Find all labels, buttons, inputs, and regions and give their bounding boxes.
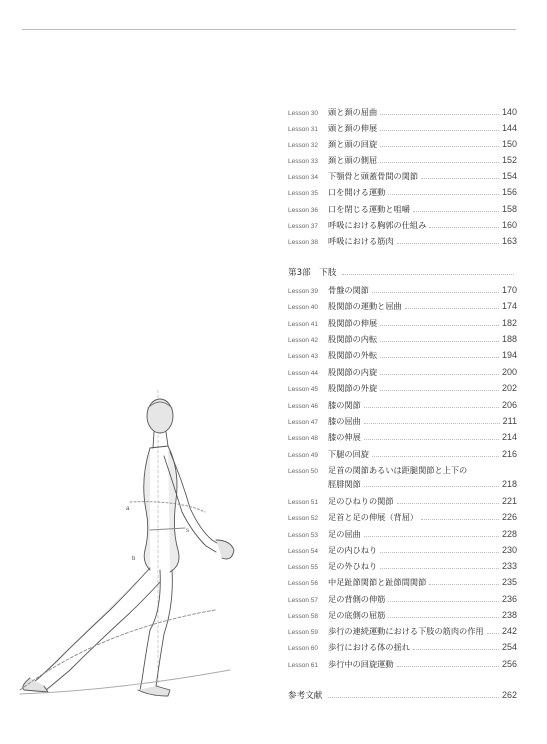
- lesson-number: Lesson 48: [288, 435, 318, 442]
- page-number: 182: [501, 318, 517, 328]
- lesson-number: Lesson 40: [288, 304, 318, 311]
- lesson-title: 下腿の回旋: [328, 449, 369, 459]
- leader-dots: [380, 390, 499, 391]
- leader-dots: [487, 633, 499, 634]
- page-number: 242: [501, 626, 517, 636]
- figure-label-s: s: [186, 528, 189, 534]
- lesson-number: Lesson 42: [288, 337, 318, 344]
- toc-entry[interactable]: [288, 575, 517, 588]
- section-heading-part3[interactable]: [288, 265, 517, 278]
- page-number: 202: [501, 383, 517, 393]
- lesson-number: Lesson 37: [288, 223, 318, 230]
- toc-entry-lesson50-cont[interactable]: [288, 477, 517, 490]
- lesson-title: 足の底側の屈筋: [328, 610, 386, 620]
- lesson-number: Lesson 47: [288, 419, 318, 426]
- page-number: 194: [501, 350, 517, 360]
- anatomy-figure-illustration: [0, 390, 275, 710]
- figure-label-b: b: [132, 556, 136, 562]
- lesson-title: 足の内ひねり: [328, 545, 378, 555]
- leader-dots: [380, 146, 499, 147]
- lesson-number: Lesson 36: [288, 207, 318, 214]
- figure-label-a: a: [126, 506, 130, 512]
- lesson-number: Lesson 60: [288, 645, 318, 652]
- lesson-title: 骨盤の関節: [328, 285, 369, 295]
- leader-dots: [380, 341, 499, 342]
- toc-entry[interactable]: [288, 202, 517, 215]
- lesson-title: 中足趾節関節と趾節間関節: [328, 577, 427, 587]
- leader-dots: [388, 617, 499, 618]
- page-number: 230: [501, 545, 517, 555]
- toc-entry[interactable]: [288, 316, 517, 329]
- lesson-number: Lesson 59: [288, 629, 318, 636]
- lesson-title: 股関節の伸展: [328, 318, 378, 328]
- leader-dots: [380, 325, 499, 326]
- toc-entry[interactable]: [288, 430, 517, 443]
- leader-dots: [364, 439, 499, 440]
- leader-dots: [388, 601, 499, 602]
- page-number: 170: [501, 285, 517, 295]
- lesson-number: Lesson 39: [288, 288, 318, 295]
- page-number: 256: [501, 659, 517, 669]
- page-number: 158: [501, 204, 517, 214]
- toc-entry[interactable]: [288, 657, 517, 670]
- toc-entry[interactable]: [288, 169, 517, 182]
- toc-entry[interactable]: [288, 608, 517, 621]
- lesson-number: Lesson 51: [288, 499, 318, 506]
- leader-dots: [328, 697, 499, 698]
- page-number: 214: [501, 432, 517, 442]
- lesson-number: Lesson 32: [288, 142, 318, 149]
- toc-entry[interactable]: [288, 527, 517, 540]
- lesson-title-line2: 脛腓関節: [328, 479, 361, 489]
- lesson-title: 歩行における体の揺れ: [328, 642, 410, 652]
- toc-entry[interactable]: [288, 494, 517, 507]
- lesson-number: Lesson 52: [288, 515, 318, 522]
- toc-entry[interactable]: [288, 592, 517, 605]
- page-number: 188: [501, 334, 517, 344]
- toc-entry[interactable]: [288, 414, 517, 427]
- lesson-title: 膝の関節: [328, 400, 361, 410]
- leader-dots: [397, 243, 499, 244]
- page-number: 174: [501, 301, 517, 311]
- references-title: 参考文献: [288, 691, 323, 701]
- top-rule: [22, 29, 516, 30]
- leader-dots: [429, 227, 499, 228]
- leader-dots: [342, 274, 514, 275]
- page-number: 254: [501, 642, 517, 652]
- leader-dots: [388, 194, 499, 195]
- page-number: 235: [501, 577, 517, 587]
- toc-entry[interactable]: [288, 299, 517, 312]
- lesson-number: Lesson 44: [288, 370, 318, 377]
- lesson-title: 股関節の内転: [328, 334, 378, 344]
- page-number: 160: [501, 220, 517, 230]
- lesson-number: Lesson 58: [288, 613, 318, 620]
- lesson-title: 膝の屈曲: [328, 416, 361, 426]
- toc-entry[interactable]: [288, 365, 517, 378]
- leader-dots: [364, 407, 499, 408]
- lesson-title: 頭と頚の伸展: [328, 123, 378, 133]
- page-number: 221: [501, 496, 517, 506]
- page-number: 218: [501, 479, 517, 489]
- leader-dots: [421, 178, 499, 179]
- leader-dots: [380, 374, 499, 375]
- page-number: 236: [501, 594, 517, 604]
- lesson-number: Lesson 35: [288, 190, 318, 197]
- toc-entry[interactable]: [288, 543, 517, 556]
- lesson-title: 口を閉じる運動と咀嚼: [328, 204, 410, 214]
- toc-entry[interactable]: [288, 510, 517, 523]
- leader-dots: [364, 536, 499, 537]
- lesson-number: Lesson 33: [288, 158, 318, 165]
- lesson-number: Lesson 53: [288, 532, 318, 539]
- lesson-title: 口を開ける運動: [328, 187, 386, 197]
- toc-entry[interactable]: [288, 559, 517, 572]
- lesson-title-line1: 足首の関節あるいは距腿関節と上下の: [328, 465, 468, 475]
- toc-entry[interactable]: [288, 153, 517, 166]
- lesson-title: 歩行中の回旋運動: [328, 659, 394, 669]
- lesson-title: 頚と頭の側屈: [328, 155, 378, 165]
- toc-entry[interactable]: [288, 640, 517, 653]
- lesson-title: 呼吸における胸郭の仕組み: [328, 220, 427, 230]
- lesson-number: Lesson 41: [288, 321, 318, 328]
- toc-entry[interactable]: [288, 283, 517, 296]
- lesson-number: Lesson 43: [288, 353, 318, 360]
- page-number: 233: [501, 561, 517, 571]
- toc-entry[interactable]: [288, 105, 517, 118]
- toc-entry[interactable]: [288, 332, 517, 345]
- lesson-title: 股関節の運動と屈曲: [328, 301, 402, 311]
- toc-entry[interactable]: [288, 121, 517, 134]
- leader-dots: [372, 292, 499, 293]
- page-number: 228: [501, 529, 517, 539]
- lesson-title: 歩行の連続運動における下肢の筋肉の作用: [328, 626, 484, 636]
- toc-entry-references[interactable]: [288, 688, 517, 701]
- page-number: 226: [501, 512, 517, 522]
- lesson-number: Lesson 31: [288, 126, 318, 133]
- leader-dots: [380, 114, 499, 115]
- lesson-number: Lesson 45: [288, 386, 318, 393]
- leader-dots: [380, 162, 499, 163]
- page-number: 216: [501, 449, 517, 459]
- page-number: 200: [501, 367, 517, 377]
- page-number: 156: [501, 187, 517, 197]
- page-number: 144: [501, 123, 517, 133]
- leader-dots: [413, 649, 499, 650]
- leader-dots: [397, 666, 499, 667]
- toc-entry[interactable]: [288, 381, 517, 394]
- page-number: 140: [501, 107, 517, 117]
- lesson-number: Lesson 34: [288, 174, 318, 181]
- page-number: 206: [501, 400, 517, 410]
- leader-dots: [364, 423, 500, 424]
- lesson-number: Lesson 49: [288, 452, 318, 459]
- lesson-title: 頭と頚の屈曲: [328, 107, 378, 117]
- page-number: 211: [502, 416, 517, 426]
- leader-dots: [405, 308, 499, 309]
- lesson-number: Lesson 57: [288, 597, 318, 604]
- page-number: 150: [501, 139, 517, 149]
- section-title: 第3部 下肢: [288, 268, 337, 278]
- leader-dots: [364, 486, 499, 487]
- toc-entry[interactable]: [288, 218, 517, 231]
- leader-dots: [397, 503, 499, 504]
- page-number: 163: [501, 236, 517, 246]
- lesson-title: 膝の伸展: [328, 432, 361, 442]
- page-number: 154: [501, 171, 517, 181]
- lesson-title: 足の背側の伸筋: [328, 594, 386, 604]
- leader-dots: [380, 357, 499, 358]
- lesson-title: 足のひねりの関節: [328, 496, 394, 506]
- lesson-number: Lesson 54: [288, 548, 318, 555]
- page-number: 152: [501, 155, 517, 165]
- lesson-title: 足の屈曲: [328, 529, 361, 539]
- toc-entry[interactable]: [288, 348, 517, 361]
- leader-dots: [380, 130, 499, 131]
- lesson-title: 股関節の外転: [328, 350, 378, 360]
- lesson-number: Lesson 30: [288, 110, 318, 117]
- leader-dots: [429, 584, 499, 585]
- lesson-number: Lesson 61: [288, 662, 318, 669]
- page-number: 238: [501, 610, 517, 620]
- toc-entry[interactable]: [288, 624, 517, 637]
- leader-dots: [372, 456, 499, 457]
- lesson-number: Lesson 50: [288, 468, 318, 475]
- toc-entry[interactable]: [288, 447, 517, 460]
- lesson-number: Lesson 55: [288, 564, 318, 571]
- lesson-number: Lesson 56: [288, 580, 318, 587]
- lesson-title: 足首と足の伸展（背屈）: [328, 512, 419, 522]
- lesson-number: Lesson 46: [288, 403, 318, 410]
- leader-dots: [380, 568, 499, 569]
- lesson-title: 足の外ひねり: [328, 561, 378, 571]
- lesson-title: 頚と頭の回旋: [328, 139, 378, 149]
- leader-dots: [413, 211, 499, 212]
- toc-entry[interactable]: [288, 234, 517, 247]
- lesson-title: 呼吸における筋肉: [328, 236, 394, 246]
- page-number: 262: [501, 690, 517, 700]
- lesson-number: Lesson 38: [288, 239, 318, 246]
- toc-entry[interactable]: [288, 137, 517, 150]
- lesson-title: 股関節の内旋: [328, 367, 378, 377]
- toc-entry-lesson50[interactable]: [288, 463, 517, 476]
- leader-dots: [421, 519, 499, 520]
- leader-dots: [380, 552, 499, 553]
- lesson-title: 股関節の外旋: [328, 383, 378, 393]
- toc-entry[interactable]: [288, 398, 517, 411]
- lesson-title: 下顎骨と頭蓋骨間の関節: [328, 171, 419, 181]
- toc-entry[interactable]: [288, 185, 517, 198]
